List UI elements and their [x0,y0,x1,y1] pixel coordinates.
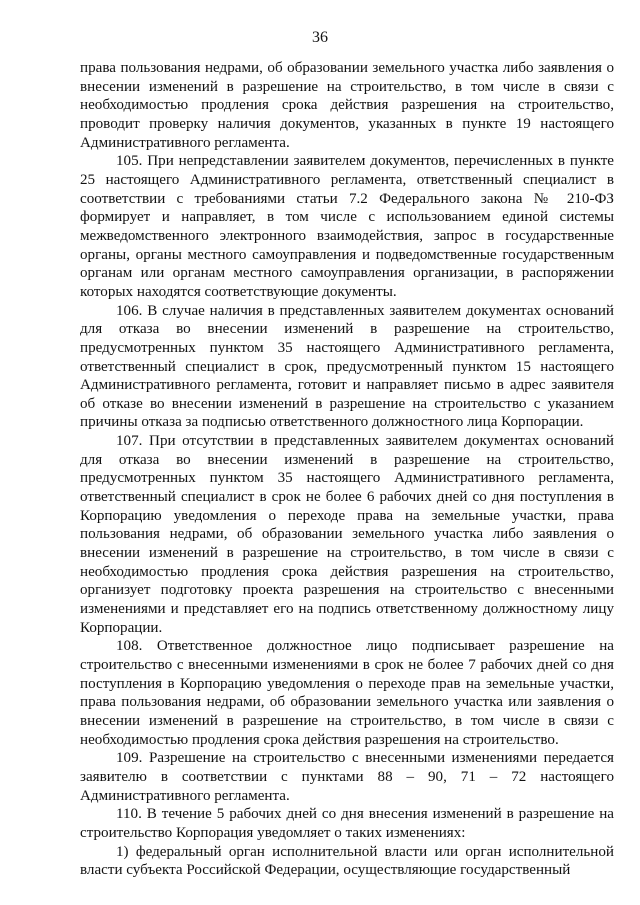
paragraph: 108. Ответственное должностное лицо подписывает разрешение на строительство с внесенными изменениями в срок не более 7 рабочих дней со дня поступления в Корпорацию уведомления о переходе прав на земельные участки, права пользования недрами, об образовании земельного участка или заявления о внесении изменений в разрешение на строительство, в том числе в связи с необходимостью продления срока действия разрешения на строительство. [80,638,614,748]
paragraph: права пользования недрами, об образовании земельного участка либо заявления о внесении изменений в разрешение на строительство, в том числе в связи с необходимостью продления срока действия разрешения на строительство, проводит проверку наличия документов, указанных в пункте 19 настоящего Административного регламента. [80,60,614,151]
paragraph: 1) федеральный орган исполнительной власти или орган исполнительной власти субъекта Российской Федерации, осуществляющие государственный [80,843,614,879]
page-number: 36 [312,29,328,46]
paragraph: 107. При отсутствии в представленных заявителем документах оснований для отказа во внесении изменений в разрешение на строительство, предусмотренных пунктом 35 настоящего Административного регламента, ответственный специалист в срок не более 6 рабочих дней со дня поступления в Корпорацию уведомления о переходе права на земельные участки, права пользования недрами, об образовании земельного участка либо заявления о внесении изменений в разрешение на строительство, в том числе в связи с необходимостью продления срока действия разрешения на строительство, организует подготовку проекта разрешения на строительство с внесенными изменениями и представляет его на подпись ответственному должностному лицу Корпорации. [80,433,614,636]
paragraph: 110. В течение 5 рабочих дней со дня внесения изменений в разрешение на строительство Корпорация уведомляет о таких изменениях: [80,806,614,841]
paragraph: 106. В случае наличия в представленных заявителем документах оснований для отказа во внесении изменений в разрешение на строительство, предусмотренных пунктом 35 настоящего Административного регламента, ответственный специалист в срок, предусмотренный пунктом 15 настоящего Административного регламента, готовит и направляет письмо в адрес заявителя об отказе во внесении изменений в разрешение на строительство с указанием причины отказа за подписью ответственного должностного лица Корпорации. [80,302,614,431]
paragraph: 105. При непредставлении заявителем документов, перечисленных в пункте 25 настоящего Административного регламента, ответственный специалист в соответствии с требованиями статьи 7.2 Федерального закона № 210-ФЗ формирует и направляет, в том числе с использованием единой системы межведомственного электронного взаимодействия, запрос в государственные органы, органы местного самоуправления и подведомственные государственным органам или органам местного самоуправления организации, в распоряжении которых находятся соответствующие документы. [80,153,614,300]
document-body [80,59,614,880]
paragraph: 109. Разрешение на строительство с внесенными изменениями передается заявителю в соответствии с пунктами 88 – 90, 71 – 72 настоящего Административного регламента. [80,750,614,804]
